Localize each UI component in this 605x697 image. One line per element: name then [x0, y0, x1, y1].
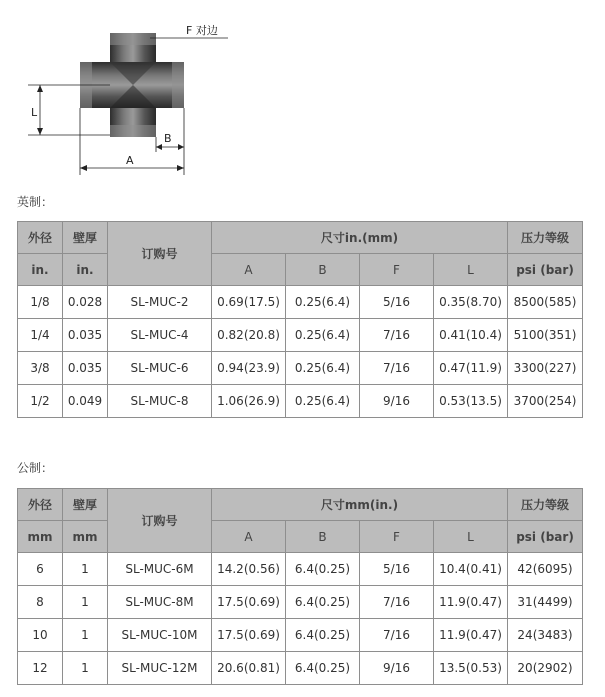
- cell-od: 8: [18, 586, 63, 619]
- cell-a: 0.82(20.8): [212, 319, 286, 352]
- header-dim-b: B: [286, 521, 360, 553]
- cell-f: 7/16: [360, 319, 434, 352]
- cell-a: 14.2(0.56): [212, 553, 286, 586]
- header-wall: 壁厚: [63, 222, 108, 254]
- label-a: A: [126, 154, 134, 167]
- table-row: [18, 385, 583, 418]
- header-dim-l: L: [434, 254, 508, 286]
- header-pressure: 压力等级: [508, 489, 583, 521]
- cell-l: 0.53(13.5): [434, 385, 508, 418]
- cell-part-no: SL-MUC-4: [108, 319, 212, 352]
- label-l: L: [31, 106, 38, 119]
- table-row: [18, 319, 583, 352]
- header-od: 外径: [18, 222, 63, 254]
- cell-od: 1/4: [18, 319, 63, 352]
- cell-pressure: 24(3483): [508, 619, 583, 652]
- table-row: [18, 619, 583, 652]
- cell-l: 10.4(0.41): [434, 553, 508, 586]
- header-size: 尺寸in.(mm): [212, 222, 508, 254]
- table-row: [18, 652, 583, 685]
- cell-wall: 0.049: [63, 385, 108, 418]
- cell-od: 10: [18, 619, 63, 652]
- cell-part-no: SL-MUC-2: [108, 286, 212, 319]
- cell-wall: 0.035: [63, 352, 108, 385]
- metric-spec-table: [17, 488, 583, 685]
- cell-wall: 1: [63, 586, 108, 619]
- cell-pressure: 8500(585): [508, 286, 583, 319]
- header-size: 尺寸mm(in.): [212, 489, 508, 521]
- cell-l: 0.35(8.70): [434, 286, 508, 319]
- cell-l: 13.5(0.53): [434, 652, 508, 685]
- cell-b: 6.4(0.25): [286, 553, 360, 586]
- header-od-unit: mm: [18, 521, 63, 553]
- cell-part-no: SL-MUC-8: [108, 385, 212, 418]
- cell-b: 0.25(6.4): [286, 352, 360, 385]
- cell-wall: 0.028: [63, 286, 108, 319]
- cell-wall: 1: [63, 652, 108, 685]
- cell-part-no: SL-MUC-8M: [108, 586, 212, 619]
- header-wall: 壁厚: [63, 489, 108, 521]
- cell-b: 6.4(0.25): [286, 586, 360, 619]
- cell-od: 12: [18, 652, 63, 685]
- cell-od: 6: [18, 553, 63, 586]
- cell-part-no: SL-MUC-6M: [108, 553, 212, 586]
- header-wall-unit: mm: [63, 521, 108, 553]
- cell-a: 20.6(0.81): [212, 652, 286, 685]
- header-dim-b: B: [286, 254, 360, 286]
- cell-b: 0.25(6.4): [286, 319, 360, 352]
- cell-a: 17.5(0.69): [212, 619, 286, 652]
- cell-a: 0.94(23.9): [212, 352, 286, 385]
- cell-f: 7/16: [360, 352, 434, 385]
- imperial-spec-table: [17, 221, 583, 418]
- label-f: F 对边: [186, 24, 218, 37]
- cell-b: 0.25(6.4): [286, 385, 360, 418]
- cell-l: 0.41(10.4): [434, 319, 508, 352]
- cell-wall: 0.035: [63, 319, 108, 352]
- cell-pressure: 31(4499): [508, 586, 583, 619]
- table-row: [18, 586, 583, 619]
- cell-f: 7/16: [360, 586, 434, 619]
- cell-wall: 1: [63, 553, 108, 586]
- cell-part-no: SL-MUC-6: [108, 352, 212, 385]
- cell-f: 9/16: [360, 652, 434, 685]
- header-part-no: 订购号: [108, 489, 212, 553]
- table-row: [18, 352, 583, 385]
- cell-a: 1.06(26.9): [212, 385, 286, 418]
- header-part-no: 订购号: [108, 222, 212, 286]
- header-od-unit: in.: [18, 254, 63, 286]
- cell-l: 0.47(11.9): [434, 352, 508, 385]
- cell-od: 1/2: [18, 385, 63, 418]
- cell-part-no: SL-MUC-12M: [108, 652, 212, 685]
- table-row: [18, 286, 583, 319]
- cell-pressure: 3700(254): [508, 385, 583, 418]
- imperial-section-label: 英制：: [17, 195, 54, 209]
- cell-b: 6.4(0.25): [286, 619, 360, 652]
- header-wall-unit: in.: [63, 254, 108, 286]
- header-dim-a: A: [212, 521, 286, 553]
- cell-b: 6.4(0.25): [286, 652, 360, 685]
- cell-pressure: 5100(351): [508, 319, 583, 352]
- cell-pressure: 20(2902): [508, 652, 583, 685]
- header-dim-l: L: [434, 521, 508, 553]
- cell-a: 17.5(0.69): [212, 586, 286, 619]
- cell-l: 11.9(0.47): [434, 586, 508, 619]
- label-b: B: [164, 132, 172, 145]
- header-dim-f: F: [360, 254, 434, 286]
- cross-fitting-diagram: [0, 0, 260, 185]
- cell-part-no: SL-MUC-10M: [108, 619, 212, 652]
- header-dim-f: F: [360, 521, 434, 553]
- header-od: 外径: [18, 489, 63, 521]
- cell-f: 7/16: [360, 619, 434, 652]
- cell-f: 5/16: [360, 553, 434, 586]
- metric-section-label: 公制：: [17, 461, 54, 475]
- header-dim-a: A: [212, 254, 286, 286]
- header-pressure-unit: psi (bar): [508, 254, 583, 286]
- cell-pressure: 42(6095): [508, 553, 583, 586]
- cell-l: 11.9(0.47): [434, 619, 508, 652]
- cell-b: 0.25(6.4): [286, 286, 360, 319]
- cell-od: 3/8: [18, 352, 63, 385]
- header-pressure: 压力等级: [508, 222, 583, 254]
- header-pressure-unit: psi (bar): [508, 521, 583, 553]
- cell-od: 1/8: [18, 286, 63, 319]
- cell-pressure: 3300(227): [508, 352, 583, 385]
- cell-f: 5/16: [360, 286, 434, 319]
- cell-wall: 1: [63, 619, 108, 652]
- cell-a: 0.69(17.5): [212, 286, 286, 319]
- table-row: [18, 553, 583, 586]
- cell-f: 9/16: [360, 385, 434, 418]
